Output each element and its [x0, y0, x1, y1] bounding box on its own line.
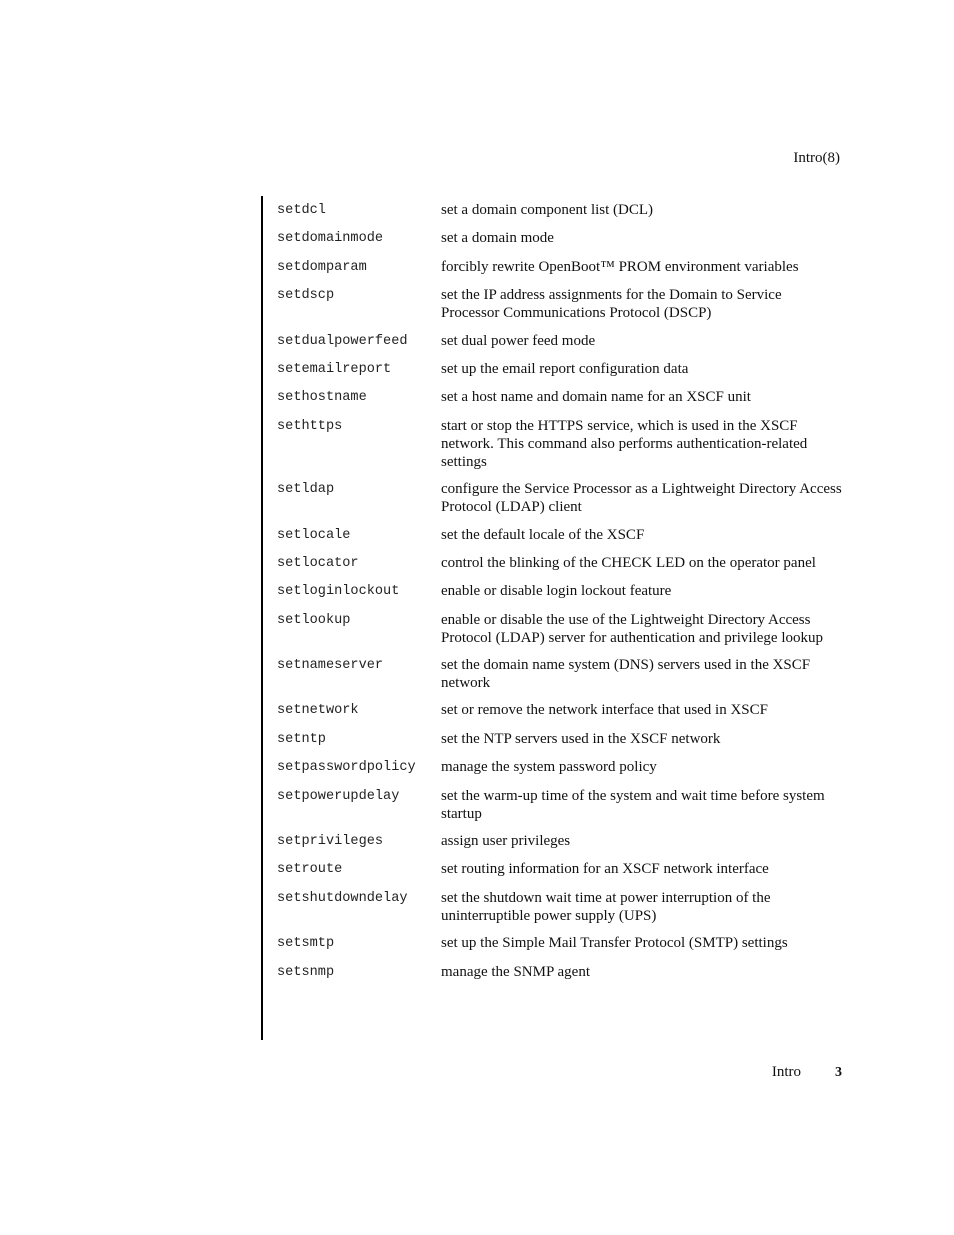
- command-name: setpowerupdelay: [277, 788, 400, 804]
- command-name: setnameserver: [277, 658, 384, 674]
- command-description: set up the Simple Mail Transfer Protocol (SMTP) settings: [441, 935, 788, 952]
- command-row: [277, 332, 843, 351]
- command-name: setshutdowndelay: [277, 890, 408, 906]
- command-name: setdscp: [277, 288, 335, 304]
- command-name: setlocale: [277, 527, 351, 543]
- command-row: [277, 229, 843, 248]
- command-description: assign user privileges: [441, 833, 571, 850]
- command-row: [277, 360, 843, 379]
- command-name: setnetwork: [277, 703, 359, 719]
- command-description: configure the Service Processor as a Lightweight Directory Access Protocol (LDAP) client: [441, 481, 842, 516]
- command-description: set the default locale of the XSCF: [441, 526, 645, 543]
- command-description: set the NTP servers used in the XSCF network: [441, 730, 721, 747]
- command-row: [277, 201, 843, 220]
- command-name: setlocator: [277, 555, 359, 571]
- command-name: setlookup: [277, 612, 351, 628]
- command-name: setemailreport: [277, 361, 392, 377]
- command-description: control the blinking of the CHECK LED on the operator panel: [441, 554, 816, 571]
- command-list: [277, 201, 843, 991]
- command-row: [277, 787, 843, 823]
- command-name: setdomparam: [277, 259, 367, 275]
- command-description: set the shutdown wait time at power interruption of the uninterruptible power supply (UPS): [441, 889, 771, 924]
- command-name: sethttps: [277, 418, 343, 434]
- command-row: [277, 701, 843, 720]
- command-name: setpasswordpolicy: [277, 760, 416, 776]
- command-name: setroute: [277, 862, 343, 878]
- command-row: [277, 258, 843, 277]
- command-row: [277, 860, 843, 879]
- command-row: [277, 934, 843, 953]
- command-name: setntp: [277, 731, 326, 747]
- command-row: [277, 388, 843, 407]
- command-row: [277, 963, 843, 982]
- command-description: set a host name and domain name for an XSCF unit: [441, 389, 751, 406]
- command-name: setsmtp: [277, 936, 335, 952]
- command-name: setsnmp: [277, 964, 335, 980]
- command-description: manage the system password policy: [441, 759, 657, 776]
- command-description: forcibly rewrite OpenBoot™ PROM environment variables: [441, 258, 799, 275]
- command-description: set the IP address assignments for the Domain to Service Processor Communications Protocol (DSCP): [441, 287, 782, 322]
- command-description: set dual power feed mode: [441, 332, 596, 349]
- command-row: [277, 889, 843, 925]
- command-description: start or stop the HTTPS service, which is used in the XSCF network. This command also performs authentication-related settings: [441, 417, 808, 470]
- command-name: setprivileges: [277, 834, 384, 850]
- command-description: manage the SNMP agent: [441, 963, 590, 980]
- change-bar: [261, 196, 263, 1040]
- command-name: setdualpowerfeed: [277, 333, 408, 349]
- command-row: [277, 554, 843, 573]
- command-row: [277, 286, 843, 322]
- command-row: [277, 832, 843, 851]
- command-name: setdomainmode: [277, 231, 384, 247]
- command-description: set a domain component list (DCL): [441, 202, 654, 218]
- command-name: setloginlockout: [277, 584, 400, 600]
- footer-section-name: Intro: [771, 1064, 801, 1080]
- command-row: [277, 480, 843, 516]
- command-row: [277, 758, 843, 777]
- command-description: set up the email report configuration data: [441, 360, 689, 377]
- command-row: [277, 730, 843, 749]
- command-row: [277, 417, 843, 471]
- command-description: set or remove the network interface that used in XSCF: [441, 702, 768, 719]
- command-name: setldap: [277, 482, 335, 498]
- command-row: [277, 526, 843, 545]
- command-description: enable or disable login lockout feature: [441, 583, 672, 600]
- command-row: [277, 656, 843, 692]
- running-footer: [772, 1063, 842, 1082]
- command-description: set a domain mode: [441, 230, 554, 247]
- page-number: 3: [835, 1065, 842, 1080]
- command-description: set routing information for an XSCF network interface: [441, 861, 769, 878]
- command-description: set the domain name system (DNS) servers used in the XSCF network: [441, 657, 811, 692]
- running-header: Intro(8): [793, 150, 840, 166]
- command-description: enable or disable the use of the Lightweight Directory Access Protocol (LDAP) server for authentication and privilege lookup: [441, 611, 823, 646]
- command-description: set the warm-up time of the system and wait time before system startup: [441, 787, 825, 822]
- command-name: setdcl: [277, 203, 326, 218]
- command-row: [277, 611, 843, 647]
- command-row: [277, 582, 843, 601]
- command-name: sethostname: [277, 390, 367, 406]
